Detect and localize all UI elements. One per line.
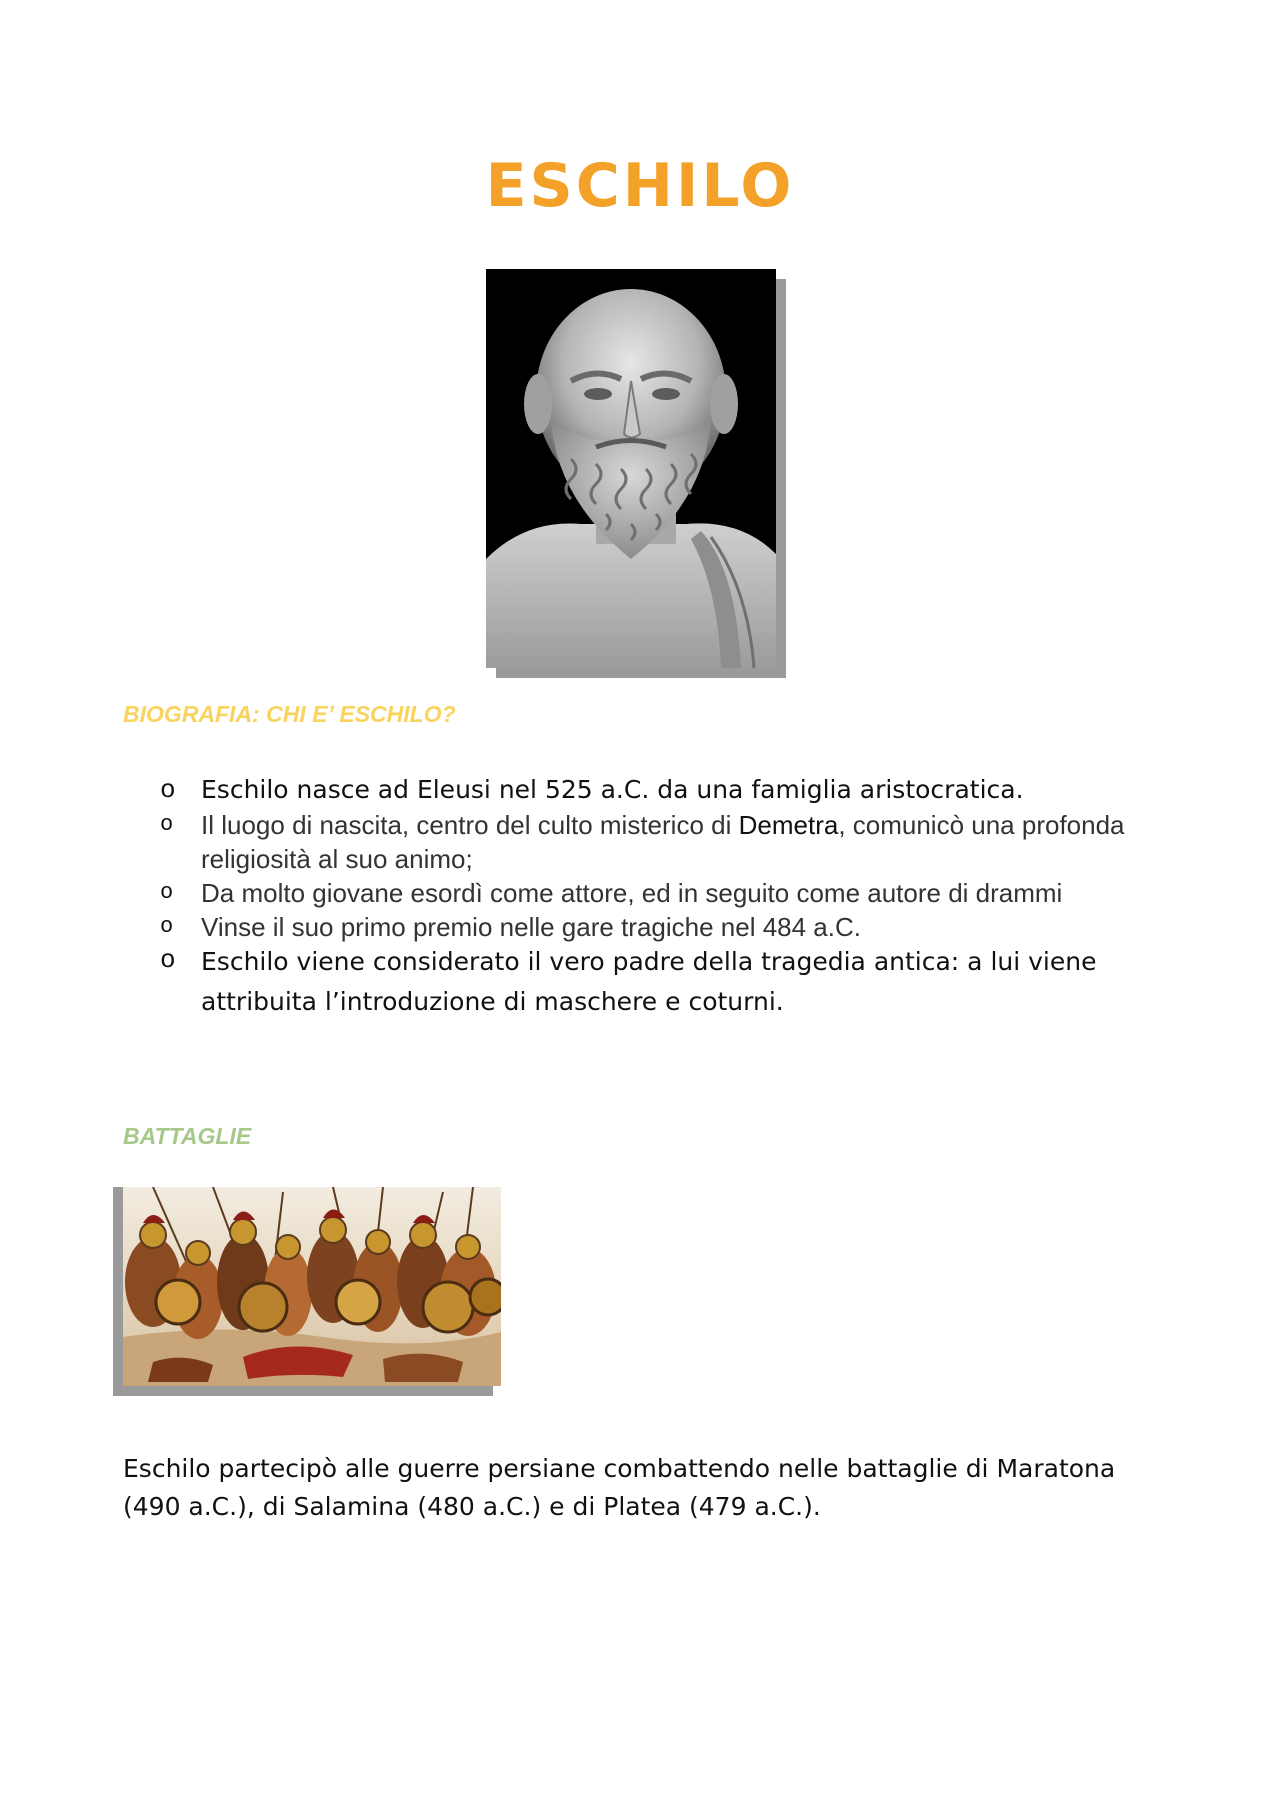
bullet-marker: o bbox=[160, 945, 176, 975]
bullet-marker: o bbox=[160, 775, 176, 805]
aeschylus-bust-image bbox=[486, 269, 776, 668]
battle-scene-image bbox=[123, 1187, 501, 1386]
portrait-figure bbox=[486, 269, 786, 678]
list-item-text: Eschilo nasce ad Eleusi nel 525 a.C. da una famiglia aristocratica. bbox=[201, 775, 1024, 804]
biography-heading: BIOGRAFIA: CHI E’ ESCHILO? bbox=[123, 701, 456, 727]
battles-heading: BATTAGLIE bbox=[123, 1123, 252, 1149]
bullet-marker: o bbox=[160, 812, 174, 837]
battle-figure bbox=[113, 1187, 501, 1396]
bullet-marker: o bbox=[160, 914, 174, 939]
bust-illustration bbox=[486, 269, 776, 668]
biography-list bbox=[160, 772, 1140, 1022]
list-item bbox=[160, 876, 1140, 910]
battles-paragraph: Eschilo partecipò alle guerre persiane combattendo nelle battaglie di Maratona (490 a.C.), di Salamina (480 a.C.) e di Platea (479 a.C.). bbox=[123, 1454, 1116, 1521]
list-item-text: Eschilo viene considerato il vero padre della tragedia antica: a lui viene attribuita l’introduzione di maschere e coturni. bbox=[201, 947, 1097, 1016]
page-title: ESCHILO bbox=[485, 151, 795, 221]
list-item-text: Il luogo di nascita, centro del culto misterico di bbox=[201, 810, 739, 840]
highlight-word: Demetra bbox=[738, 810, 839, 840]
battle-illustration bbox=[123, 1187, 501, 1386]
list-item bbox=[160, 808, 1140, 876]
list-item bbox=[160, 772, 1140, 808]
list-item-text: , comunicò una profonda religiosità al suo animo; bbox=[201, 810, 1125, 874]
list-item bbox=[160, 910, 1140, 944]
list-item bbox=[160, 942, 1140, 1022]
bullet-marker: o bbox=[160, 880, 174, 905]
list-item-text: Da molto giovane esordì come attore, ed in seguito come autore di drammi bbox=[201, 878, 1063, 908]
list-item-text: Vinse il suo primo premio nelle gare tragiche nel 484 a.C. bbox=[201, 912, 861, 942]
